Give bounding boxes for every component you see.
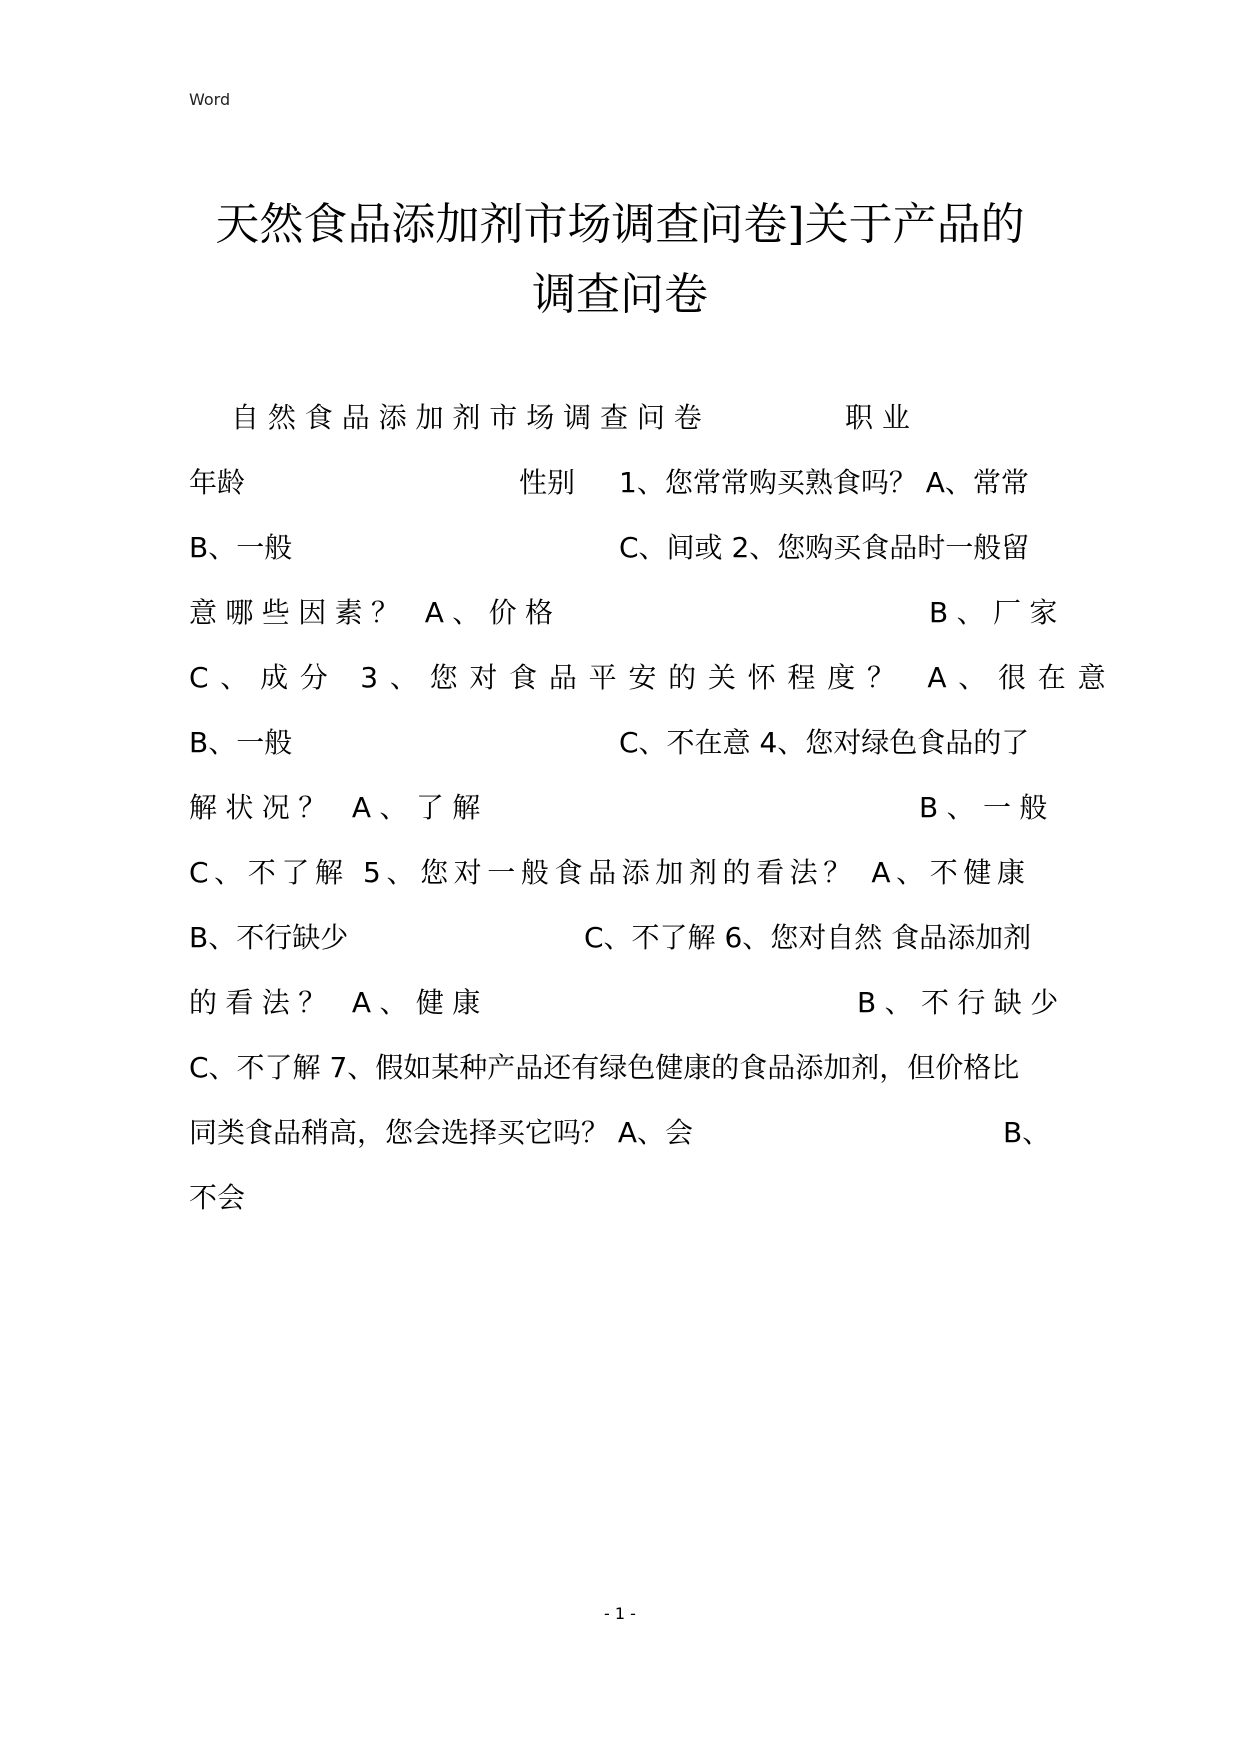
body-line [189,840,1049,905]
question-5: C、不了解 5、您对一般食品添加剂的看法？ A、不健康 [189,856,1031,889]
option-text: B、一般 [189,531,293,564]
question-7-continued: 同类食品稍高，您会选择买它吗？ A、会 [189,1116,694,1149]
age-label: 年龄 [189,466,246,499]
questionnaire-body [189,385,1118,1230]
body-line [189,1035,1049,1100]
option-text: B、 [1003,1116,1051,1149]
option-text: B、不行缺少 [189,921,349,954]
body-line [189,775,1056,840]
option-text: 的看法？ A、健康 [189,986,489,1019]
question-3: C、成分 3、您对食品平安的关怀程度？ A、很在意 [189,661,1118,694]
option-text: B、不行缺少 [857,986,1067,1019]
question-6: C、不了解 6、您对自然 食品添加剂 [584,921,1032,954]
option-text: 解状况？ A、了解 [189,791,489,824]
option-text: B、一般 [189,726,293,759]
gender-label: 性别 [519,466,576,499]
option-text: 意哪些因素？ A、价格 [189,596,562,629]
occupation-label: 职 业 [845,401,910,434]
body-line [189,645,1118,710]
question-4: C、不在意 4、您对绿色食品的了 [619,726,1030,759]
body-line [189,1100,1049,1165]
option-text: 不会 [189,1181,246,1214]
body-line [189,450,1049,515]
option-text: B、一般 [919,791,1056,824]
survey-name: 自 然 食 品 添 加 剂 市 场 调 查 问 卷 [231,401,702,434]
body-line [189,1165,1049,1230]
question-7: C、不了解 7、假如某种产品还有绿色健康的食品添加剂，但价格比 [189,1051,1020,1084]
header-label: Word [189,90,231,109]
title-line-2: 调查问卷 [532,269,708,320]
page-number: - 1 - [604,1604,636,1623]
body-line [189,710,1049,775]
document-title [170,190,1070,330]
question-2: C、间或 2、您购买食品时一般留 [619,531,1030,564]
body-line [189,905,1049,970]
question-1: 1、您常常购买熟食吗？ A、常常 [619,466,1029,499]
body-line [189,515,1049,580]
body-line [189,970,1067,1035]
option-text: B、厂家 [929,596,1066,629]
body-line [189,385,1049,450]
title-line-1: 天然食品添加剂市场调查问卷]关于产品的 [215,199,1025,250]
body-line [189,580,1066,645]
